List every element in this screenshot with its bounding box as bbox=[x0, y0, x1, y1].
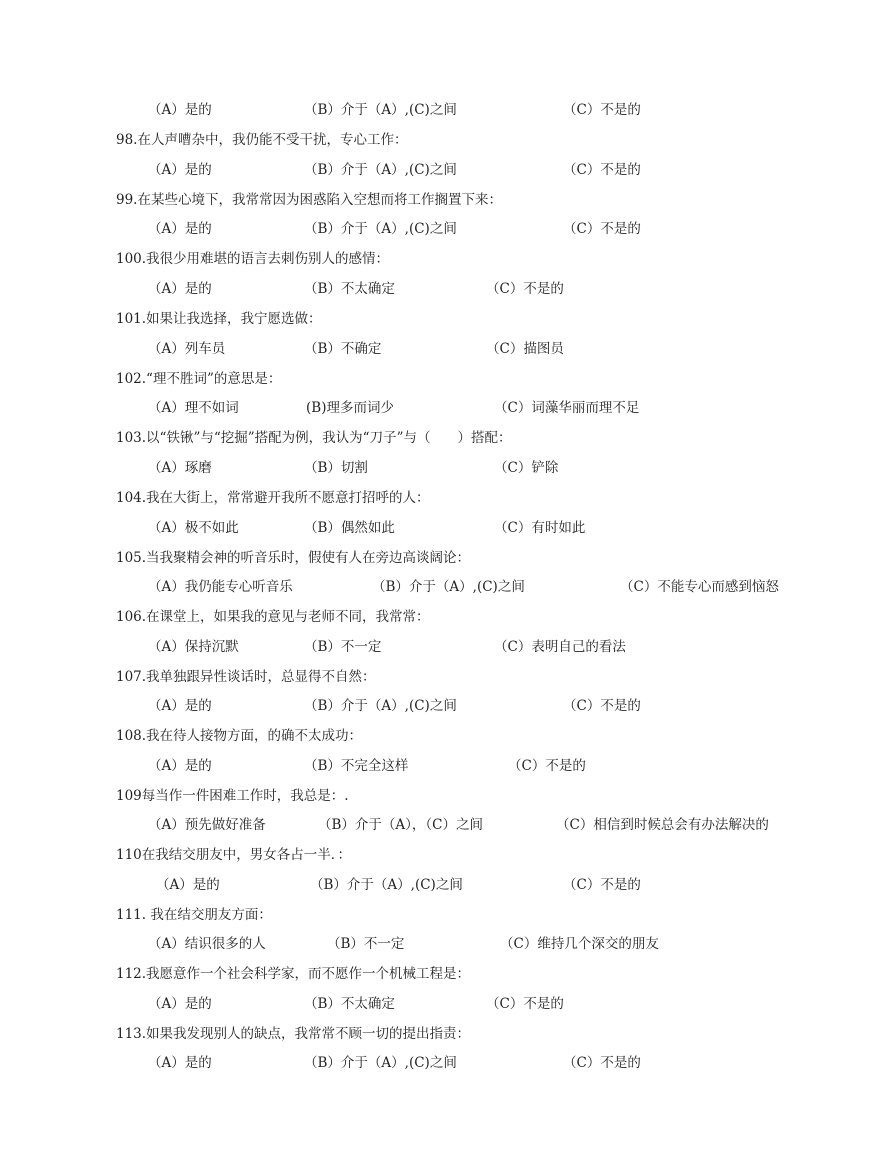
option-c: （C）不是的 bbox=[563, 102, 641, 118]
option-a: （A）是的 bbox=[148, 996, 212, 1012]
option-c: （C）描图员 bbox=[486, 341, 564, 357]
option-c: （C）不是的 bbox=[563, 221, 641, 237]
question-text: 105.当我聚精会神的听音乐时，假使有人在旁边高谈阔论： bbox=[116, 550, 471, 566]
question-text: 101.如果让我选择，我宁愿选做： bbox=[116, 311, 322, 327]
option-c: （C）不是的 bbox=[563, 877, 641, 893]
option-b: （B）不完全这样 bbox=[304, 758, 409, 774]
option-c: （C）维持几个深交的朋友 bbox=[500, 936, 659, 952]
question-text: 99.在某些心境下，我常常因为困惑陷入空想而将工作搁置下来： bbox=[116, 192, 502, 208]
option-a: （A）是的 bbox=[148, 102, 212, 118]
option-c: （C）铲除 bbox=[494, 460, 559, 476]
option-b: （B）介于（A）,(C)之间 bbox=[304, 162, 457, 178]
option-c: （C）不是的 bbox=[508, 758, 586, 774]
option-b: （B）介于（A）,(C)之间 bbox=[372, 579, 525, 595]
option-c: （C）表明自己的看法 bbox=[494, 639, 626, 655]
option-b: （B）不太确定 bbox=[304, 281, 395, 297]
option-a: （A）是的 bbox=[148, 221, 212, 237]
option-b: （B）不一定 bbox=[304, 639, 382, 655]
option-b: （B）不一定 bbox=[327, 936, 405, 952]
question-text: 107.我单独跟异性谈话时，总显得不自然： bbox=[116, 669, 376, 685]
option-a: （A）我仍能专心听音乐 bbox=[148, 579, 293, 595]
option-b: （B）介于（A）,(C)之间 bbox=[304, 102, 457, 118]
option-a: （A）理不如词 bbox=[148, 400, 239, 416]
option-a: （A）是的 bbox=[148, 758, 212, 774]
question-text: 104.我在大街上，常常避开我所不愿意打招呼的人： bbox=[116, 490, 430, 506]
option-c: （C）词藻华丽而理不足 bbox=[494, 400, 640, 416]
question-text: 111. 我在结交朋友方面： bbox=[116, 907, 272, 923]
question-text: 108.我在待人接物方面，的确不太成功： bbox=[116, 728, 363, 744]
option-b: （B）不太确定 bbox=[304, 996, 395, 1012]
question-text: 110在我结交朋友中，男女各占一半．： bbox=[116, 847, 352, 863]
option-a: （A）预先做好准备 bbox=[148, 817, 266, 833]
question-text: 102.“理不胜词”的意思是： bbox=[116, 371, 282, 387]
question-text: 113.如果我发现别人的缺点，我常常不顾一切的提出指责： bbox=[116, 1026, 471, 1042]
option-a: （A）是的 bbox=[148, 698, 212, 714]
option-b: （B）偶然如此 bbox=[304, 520, 395, 536]
option-c: （C）不是的 bbox=[486, 996, 564, 1012]
option-a: （A）保持沉默 bbox=[148, 639, 239, 655]
option-a: （A）结识很多的人 bbox=[148, 936, 266, 952]
option-a: （A）是的 bbox=[148, 281, 212, 297]
option-a: （A）列车员 bbox=[148, 341, 226, 357]
option-c: （C）不是的 bbox=[563, 1055, 641, 1071]
option-a: （A）是的 bbox=[148, 1055, 212, 1071]
option-c: （C）不是的 bbox=[486, 281, 564, 297]
option-b: （B）介于（A）,(C)之间 bbox=[304, 698, 457, 714]
option-a: （A）是的 bbox=[156, 877, 220, 893]
option-b: （B）介于（A）,(C)之间 bbox=[310, 877, 463, 893]
option-a: （A）是的 bbox=[148, 162, 212, 178]
option-b: （B）切割 bbox=[304, 460, 368, 476]
option-c: （C）相信到时候总会有办法解决的 bbox=[556, 817, 769, 833]
option-b: （B）介于（A），（C）之间 bbox=[318, 817, 483, 833]
question-text: 100.我很少用难堪的语言去刺伤别人的感情： bbox=[116, 251, 390, 267]
option-a: （A）琢磨 bbox=[148, 460, 212, 476]
option-b: （B）介于（A）,(C)之间 bbox=[304, 1055, 457, 1071]
option-c: （C）不能专心而感到恼怒 bbox=[620, 579, 779, 595]
option-b: （B）介于（A）,(C)之间 bbox=[304, 221, 457, 237]
question-text: 112.我愿意作一个社会科学家，而不愿作一个机械工程是： bbox=[116, 966, 471, 982]
option-b: （B）不确定 bbox=[304, 341, 382, 357]
question-text: 109每当作一件困难工作时，我总是：. bbox=[116, 788, 349, 804]
question-text: 103.以“铁锹”与“挖掘”搭配为例，我认为“刀子”与（ ）搭配： bbox=[116, 430, 512, 446]
option-c: （C）不是的 bbox=[563, 162, 641, 178]
option-c: （C）不是的 bbox=[563, 698, 641, 714]
question-text: 106.在课堂上，如果我的意见与老师不同，我常常： bbox=[116, 609, 430, 625]
option-b: (B)理多而词少 bbox=[306, 400, 394, 416]
option-a: （A）极不如此 bbox=[148, 520, 239, 536]
option-c: （C）有时如此 bbox=[494, 520, 586, 536]
question-text: 98.在人声嘈杂中，我仍能不受干扰，专心工作： bbox=[116, 132, 408, 148]
